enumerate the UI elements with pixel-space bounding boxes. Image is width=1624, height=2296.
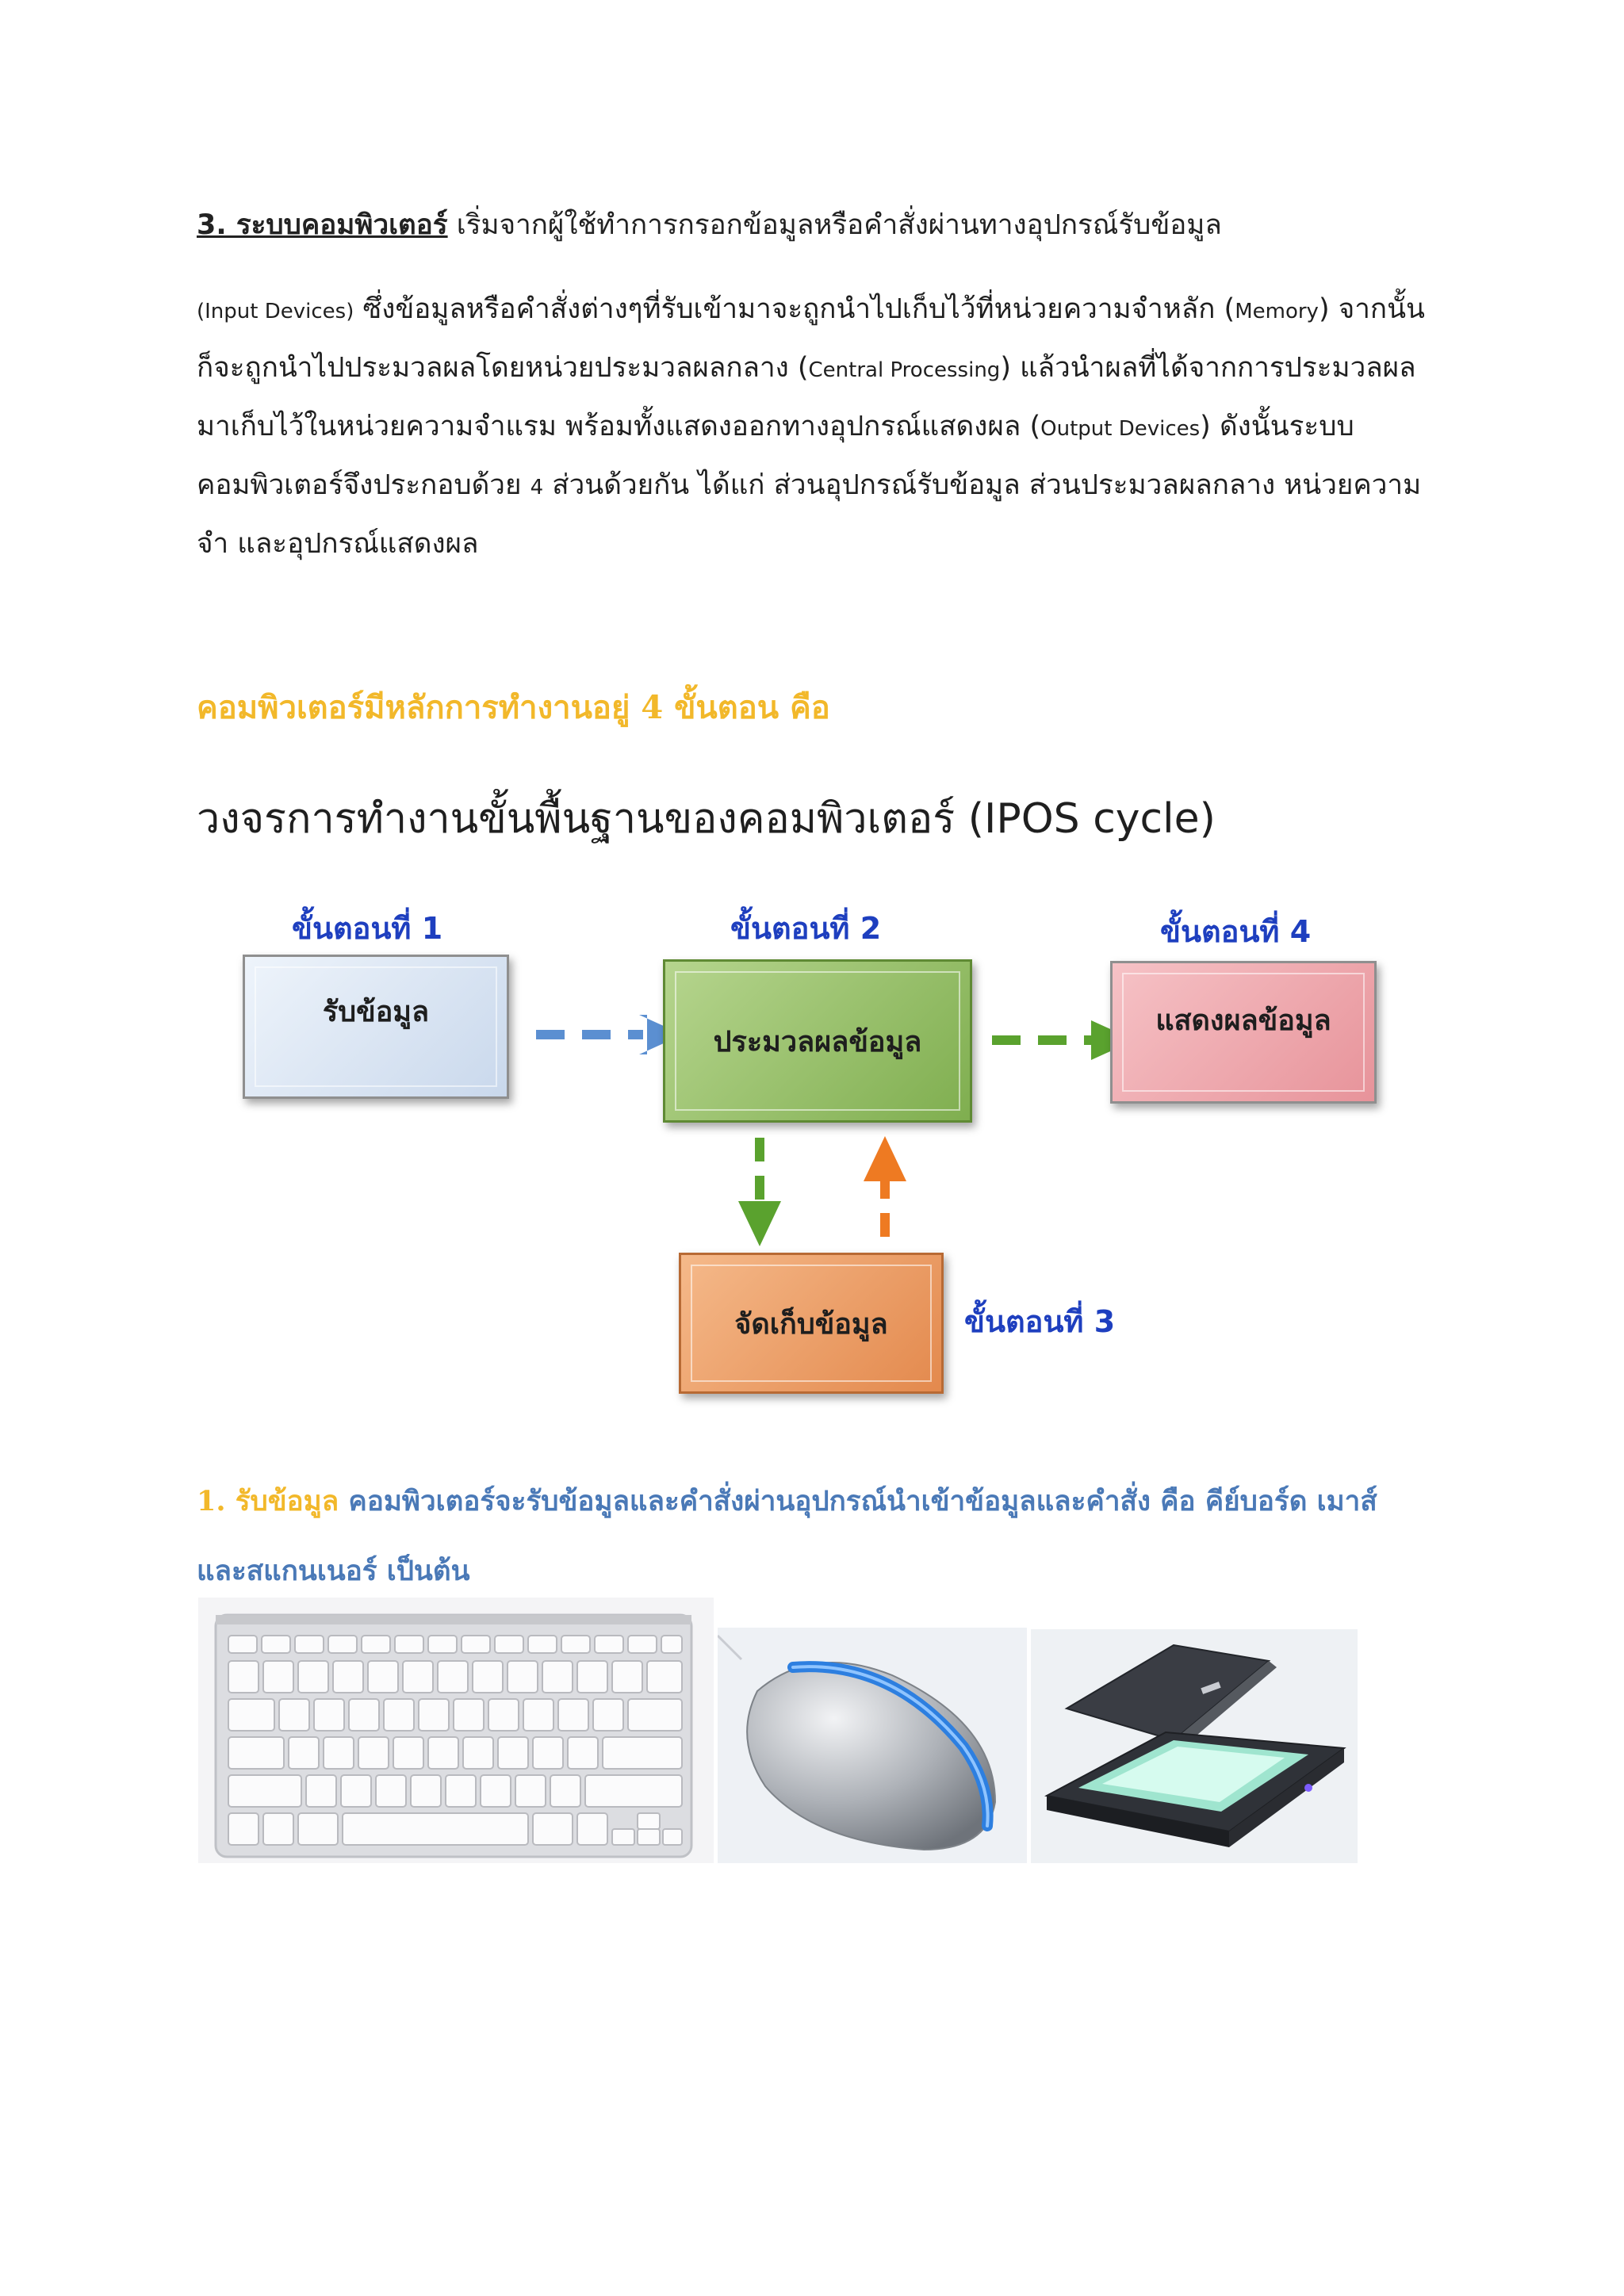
step-1-label: ขั้นตอนที่ 1 — [292, 911, 443, 946]
steps-heading: คอมพิวเตอร์มีหลักการทำงานอยู่ 4 ขั้นตอน คือ — [197, 689, 830, 726]
scanner-image — [1031, 1629, 1358, 1863]
section-title: 3. ระบบคอมพิวเตอร์ — [197, 209, 448, 241]
step-4-label: ขั้นตอนที่ 4 — [1160, 914, 1312, 949]
term-input-devices: (Input Devices) — [197, 300, 354, 323]
term-central-processing: Central Processing — [808, 358, 1001, 382]
input-box — [243, 955, 509, 1099]
keyboard-image — [198, 1598, 714, 1863]
output-box-label: แสดงผลข้อมูล — [1155, 1003, 1331, 1037]
storage-box — [679, 1253, 944, 1394]
section-lead-text: เริ่มจากผู้ใช้ทำการกรอกข้อมูลหรือคำสั่งผ่านทางอุปกรณ์รับข้อมูล — [447, 209, 1222, 241]
term-output-devices: Output Devices — [1040, 417, 1201, 441]
storage-box-label: จัดเก็บข้อมูล — [734, 1307, 888, 1341]
body-text-4: ) ดังนั้นระบบคอมพิวเตอร์จึงประกอบด้วย — [197, 411, 1354, 501]
body-text-2: ) จากนั้นก็จะถูกนำไปประมวลผลโดยหน่วยประมวลผลกลาง ( — [197, 293, 1425, 384]
step-3-label: ขั้นตอนที่ 3 — [964, 1304, 1116, 1339]
step-1-title: 1. รับข้อมูล — [197, 1485, 339, 1517]
term-four: 4 — [530, 476, 544, 499]
body-text-1: ซึ่งข้อมูลหรือคำสั่งต่างๆที่รับเข้ามาจะถูกนำไปเก็บไว้ที่หน่วยความจำหลัก ( — [354, 293, 1235, 325]
arrow-input-to-process — [536, 1015, 683, 1054]
section-body — [197, 281, 1434, 572]
body-text-3: ) แล้วนำผลที่ได้จากการประมวลผลมาเก็บไว้ในหน่วยความจำแรม พร้อมทั้งแสดงออกทางอุปกรณ์แสดงผล ( — [197, 352, 1416, 442]
section-lead — [197, 201, 1222, 249]
step-1-description — [197, 1467, 1434, 1606]
ipos-title: วงจรการทำงานขั้นพื้นฐานของคอมพิวเตอร์ (IPOS cycle) — [197, 795, 1216, 843]
ipos-diagram — [235, 904, 1392, 1419]
arrow-storage-to-process — [864, 1136, 906, 1237]
process-box-label: ประมวลผลข้อมูล — [713, 1024, 922, 1058]
process-box — [663, 959, 972, 1123]
step-1-text: คอมพิวเตอร์จะรับข้อมูลและคำสั่งผ่านอุปกรณ์นำเข้าข้อมูลและคำสั่ง คือ คีย์บอร์ด เมาส์ และสแกนเนอร์ เป็นต้น — [197, 1485, 1377, 1587]
step-2-label: ขั้นตอนที่ 2 — [730, 911, 882, 946]
arrow-process-to-storage — [738, 1138, 781, 1246]
body-text-5: ส่วนด้วยกัน ได้แก่ ส่วนอุปกรณ์รับข้อมูล ส่วนประมวลผลกลาง หน่วยความจำ และอุปกรณ์แสดงผล — [197, 469, 1422, 560]
mouse-image — [718, 1628, 1027, 1863]
input-box-label: รับข้อมูล — [322, 994, 430, 1028]
output-box — [1110, 961, 1377, 1104]
term-memory: Memory — [1235, 300, 1319, 323]
